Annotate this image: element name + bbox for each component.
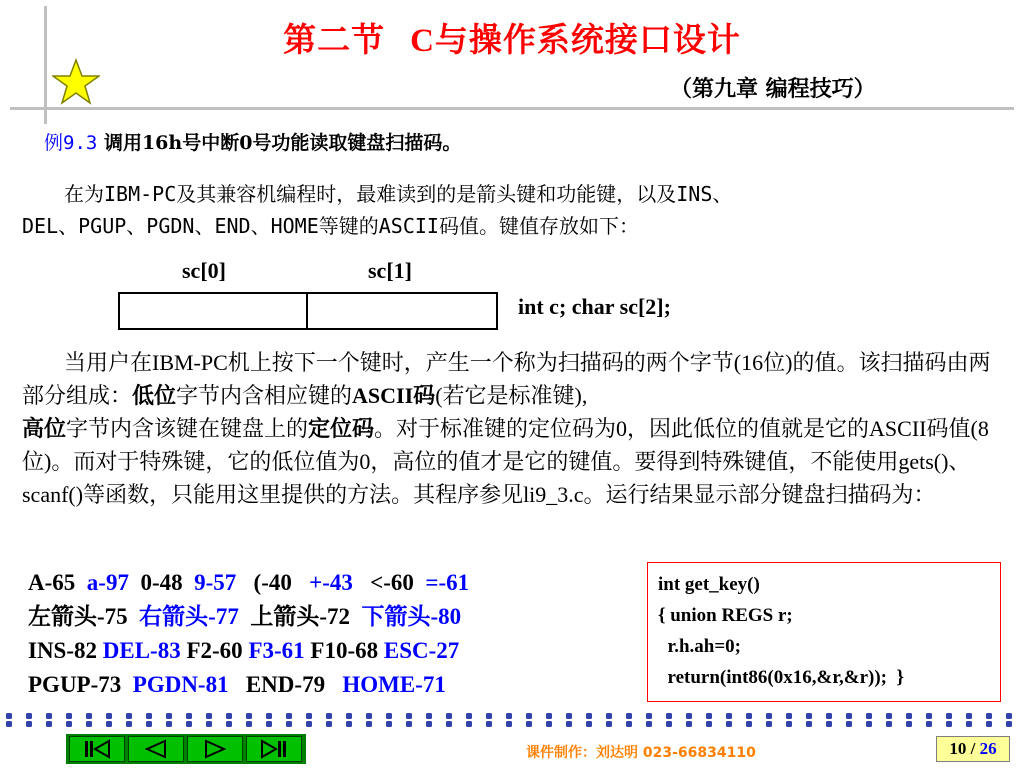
divider-dot bbox=[606, 713, 612, 719]
para2-text-1: 当用户在IBM-PC机上按下一个键时，产生一个称为扫描码的两个字节(16位)的值。该扫描码由两部分组成： bbox=[22, 350, 991, 408]
title-c: C bbox=[410, 23, 435, 59]
key-code: =-61 bbox=[425, 570, 470, 595]
divider-dot bbox=[186, 713, 192, 719]
divider-dot bbox=[766, 721, 772, 727]
divider-dot bbox=[726, 721, 732, 727]
key-code: 右箭头-77 bbox=[139, 604, 239, 629]
next-page-button[interactable] bbox=[187, 736, 243, 762]
divider-dot bbox=[106, 721, 112, 727]
example-label: 例9.3 bbox=[44, 132, 98, 154]
intro-line-1: 在为IBM-PC及其兼容机编程时，最难读到的是箭头键和功能键，以及INS、 bbox=[64, 182, 733, 206]
divider-dot bbox=[326, 713, 332, 719]
divider-dot bbox=[306, 721, 312, 727]
divider-dot bbox=[946, 721, 952, 727]
divider-dot bbox=[926, 721, 932, 727]
divider-dot bbox=[526, 721, 532, 727]
divider-dot bbox=[506, 713, 512, 719]
declaration-text: int c; char sc[2]; bbox=[518, 294, 671, 319]
star-icon bbox=[52, 58, 100, 106]
divider-dot bbox=[326, 721, 332, 727]
divider-dot bbox=[346, 713, 352, 719]
intro-line-2: DEL、PGUP、PGDN、END、HOME等键的ASCII码值。键值存放如下： bbox=[22, 214, 639, 238]
para2-bold-ascii: ASCII码 bbox=[352, 383, 436, 408]
divider-dot bbox=[686, 713, 692, 719]
divider-dot bbox=[886, 713, 892, 719]
divider-dot bbox=[446, 713, 452, 719]
key-code: 下箭头-80 bbox=[361, 604, 462, 629]
divider-dot bbox=[546, 721, 552, 727]
divider-dot bbox=[1006, 721, 1012, 727]
key-code: DEL-83 bbox=[102, 638, 181, 663]
page-indicator bbox=[936, 736, 1010, 762]
divider-dot bbox=[166, 713, 172, 719]
key-code: F2-60 bbox=[186, 638, 243, 663]
key-code: ESC-27 bbox=[383, 638, 460, 663]
key-code: <-60 bbox=[370, 570, 414, 595]
para2-bold-high: 高位 bbox=[22, 416, 67, 441]
divider-dot bbox=[626, 713, 632, 719]
slide-title bbox=[0, 14, 1024, 61]
key-code: 0-48 bbox=[140, 570, 183, 595]
divider-dot bbox=[306, 713, 312, 719]
para2-text-5: 。对于标准键的定位码为0，因此低位的值就是它的ASCII码值(8位)。而对于特殊键，它的低位值为0，高位的值才是它的键值。要得到特殊键值，不能使用gets()、scanf()等函数，只能用这里提供的方法。其程序参见li9_3.c。运行结果显示部分键盘扫描码为： bbox=[22, 416, 989, 507]
divider-dot bbox=[566, 713, 572, 719]
divider-dot bbox=[366, 713, 372, 719]
divider-dot bbox=[766, 713, 772, 719]
key-row-1 bbox=[28, 566, 469, 600]
divider-dot bbox=[786, 721, 792, 727]
divider-dot bbox=[266, 721, 272, 727]
divider-dot bbox=[466, 721, 472, 727]
divider-dot bbox=[506, 721, 512, 727]
divider-dot bbox=[246, 713, 252, 719]
divider-dot bbox=[346, 721, 352, 727]
code-line: return(int86(0x16,&r,&r)); } bbox=[658, 667, 904, 688]
para2-text-3: (若它是标准键), bbox=[435, 383, 588, 408]
divider-dot bbox=[986, 721, 992, 727]
key-code: 上箭头-72 bbox=[250, 604, 351, 629]
divider-dot bbox=[706, 713, 712, 719]
scan-code-list bbox=[28, 566, 469, 702]
divider-dot bbox=[466, 713, 472, 719]
key-row-4 bbox=[28, 668, 469, 702]
para2-bold-low: 低位 bbox=[132, 383, 177, 408]
divider-dot bbox=[806, 713, 812, 719]
divider-dot bbox=[846, 721, 852, 727]
divider-dot bbox=[126, 721, 132, 727]
divider-dot bbox=[586, 721, 592, 727]
example-text: 调用16h号中断0号功能读取键盘扫描码。 bbox=[103, 132, 462, 154]
key-code: PGUP-73 bbox=[28, 672, 122, 697]
divider-dot bbox=[646, 721, 652, 727]
divider-dot bbox=[46, 721, 52, 727]
divider-dot bbox=[386, 721, 392, 727]
sc1-box bbox=[306, 292, 498, 330]
divider-dot bbox=[866, 713, 872, 719]
code-line: int get_key() bbox=[658, 574, 760, 595]
divider-dot bbox=[666, 721, 672, 727]
sc0-box bbox=[118, 292, 308, 330]
key-code: A-65 bbox=[28, 570, 76, 595]
divider-dot bbox=[726, 713, 732, 719]
divider-dot bbox=[966, 713, 972, 719]
first-page-icon bbox=[82, 739, 112, 759]
example-heading bbox=[44, 128, 461, 155]
key-row-3 bbox=[28, 634, 469, 668]
key-row-2 bbox=[28, 600, 469, 634]
divider-dot bbox=[126, 713, 132, 719]
next-page-icon bbox=[200, 739, 230, 759]
divider-dot bbox=[826, 721, 832, 727]
divider-dot bbox=[926, 713, 932, 719]
slide-navigation bbox=[66, 734, 306, 764]
key-code: 9-57 bbox=[194, 570, 237, 595]
key-code: HOME-71 bbox=[342, 672, 446, 697]
code-line: { union REGS r; bbox=[658, 605, 793, 626]
code-line: r.h.ah=0; bbox=[658, 636, 741, 657]
divider-dot bbox=[546, 713, 552, 719]
divider-dot bbox=[206, 713, 212, 719]
divider-dot bbox=[406, 721, 412, 727]
divider-dot bbox=[386, 713, 392, 719]
divider-dot bbox=[626, 721, 632, 727]
key-code: +-43 bbox=[309, 570, 353, 595]
divider-dot bbox=[366, 721, 372, 727]
divider-dot bbox=[86, 713, 92, 719]
dotted-divider bbox=[0, 712, 1024, 728]
key-code: a-97 bbox=[86, 570, 129, 595]
divider-dot bbox=[886, 721, 892, 727]
divider-dot bbox=[806, 721, 812, 727]
sc0-label: sc[0] bbox=[182, 258, 226, 283]
divider-dot bbox=[986, 713, 992, 719]
divider-dot bbox=[446, 721, 452, 727]
divider-dot bbox=[826, 713, 832, 719]
para2-bold-position: 定位码 bbox=[308, 416, 375, 441]
last-page-button[interactable] bbox=[246, 736, 302, 762]
divider-dot bbox=[86, 721, 92, 727]
prev-page-icon bbox=[141, 739, 171, 759]
para2-text-2: 字节内含相应键的 bbox=[176, 383, 353, 408]
intro-paragraph bbox=[22, 178, 1012, 242]
key-code: (-40 bbox=[253, 570, 292, 595]
divider-dot bbox=[686, 721, 692, 727]
divider-dot bbox=[966, 721, 972, 727]
divider-dot bbox=[646, 713, 652, 719]
divider-dot bbox=[226, 721, 232, 727]
divider-dot bbox=[746, 713, 752, 719]
divider-dot bbox=[186, 721, 192, 727]
divider-dot bbox=[166, 721, 172, 727]
key-code: END-79 bbox=[245, 672, 326, 697]
divider-dot bbox=[286, 713, 292, 719]
divider-dot bbox=[866, 721, 872, 727]
title-rest: 与操作系统接口设计 bbox=[434, 20, 741, 59]
divider-dot bbox=[906, 713, 912, 719]
divider-dot bbox=[146, 721, 152, 727]
code-box bbox=[647, 562, 1001, 702]
page-total: 26 bbox=[979, 739, 997, 758]
divider-dot bbox=[906, 721, 912, 727]
scan-code-paragraph bbox=[22, 346, 1012, 511]
divider-dot bbox=[146, 713, 152, 719]
divider-dot bbox=[746, 721, 752, 727]
divider-dot bbox=[606, 721, 612, 727]
divider-dot bbox=[6, 721, 12, 727]
key-code: F3-61 bbox=[248, 638, 305, 663]
divider-dot bbox=[846, 713, 852, 719]
para2-text-4: 字节内含该键在键盘上的 bbox=[66, 416, 309, 441]
divider-dot bbox=[26, 713, 32, 719]
divider-dot bbox=[46, 713, 52, 719]
page-separator: / bbox=[966, 739, 980, 758]
key-code: INS-82 bbox=[28, 638, 98, 663]
divider-dot bbox=[266, 713, 272, 719]
divider-dot bbox=[226, 713, 232, 719]
key-code: 左箭头-75 bbox=[28, 604, 128, 629]
divider-dot bbox=[406, 713, 412, 719]
key-code: PGDN-81 bbox=[132, 672, 229, 697]
divider-dot bbox=[586, 713, 592, 719]
divider-dot bbox=[6, 713, 12, 719]
divider-dot bbox=[786, 713, 792, 719]
sc1-label: sc[1] bbox=[368, 258, 412, 283]
divider-dot bbox=[486, 721, 492, 727]
divider-dot bbox=[706, 721, 712, 727]
divider-dot bbox=[206, 721, 212, 727]
divider-dot bbox=[526, 713, 532, 719]
chapter-subtitle: （第九章 编程技巧） bbox=[670, 76, 876, 102]
divider-dot bbox=[246, 721, 252, 727]
divider-dot bbox=[566, 721, 572, 727]
credit-text: 课件制作：刘达明 023-66834110 bbox=[526, 745, 756, 761]
last-page-icon bbox=[259, 739, 289, 759]
title-prefix: 第二节 bbox=[283, 20, 386, 59]
divider-dot bbox=[426, 713, 432, 719]
divider-dot bbox=[1006, 713, 1012, 719]
divider-dot bbox=[66, 721, 72, 727]
divider-dot bbox=[286, 721, 292, 727]
divider-dot bbox=[486, 713, 492, 719]
page-current: 10 bbox=[949, 739, 967, 758]
key-code: F10-68 bbox=[310, 638, 379, 663]
divider-dot bbox=[106, 713, 112, 719]
header-divider bbox=[10, 107, 1014, 110]
divider-dot bbox=[946, 713, 952, 719]
divider-dot bbox=[666, 713, 672, 719]
prev-page-button[interactable] bbox=[128, 736, 184, 762]
divider-dot bbox=[66, 713, 72, 719]
divider-dot bbox=[426, 721, 432, 727]
divider-dot bbox=[26, 721, 32, 727]
first-page-button[interactable] bbox=[69, 736, 125, 762]
